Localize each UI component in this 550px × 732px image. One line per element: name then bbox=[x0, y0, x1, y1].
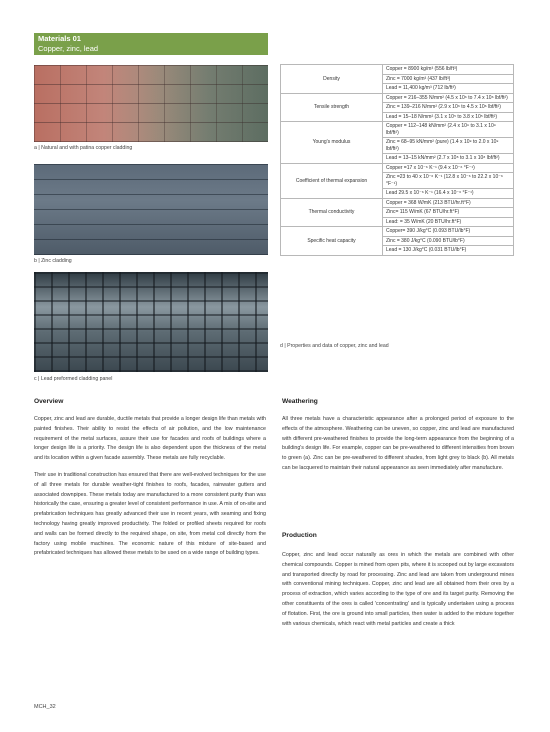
overview-heading: Overview bbox=[34, 398, 64, 405]
property-value: Lead = 130 J/kg°C (0.031 BTU/lb°F) bbox=[383, 246, 514, 256]
property-value: Lead: = 35 W/mK (20 BTU/hr.ft°F) bbox=[383, 217, 514, 227]
overview-paragraph: Copper, zinc and lead are durable, ductile metals that provide a longer design life than metals with painted finishes. Their ability to resist the effects of air pollution, and the low maintenance requirement of the metal surfaces, assure their use for facades and roofs of buildings where a longer design life is a priority. The design life is also dependent upon the thickness of the metal and its location within a given facade assembly. These metals are fully recyclable. bbox=[34, 416, 266, 462]
overview-body bbox=[34, 415, 266, 566]
properties-table bbox=[280, 64, 514, 256]
figure-caption-c: c | Lead preformed cladding panel bbox=[34, 376, 113, 382]
property-row bbox=[281, 122, 514, 138]
property-value: Zinc =23 to 40 x 10⁻⁶ K⁻¹ (12.8 x 10⁻⁶ to 22.2 x 10⁻⁶ °F⁻¹) bbox=[383, 173, 514, 189]
property-label: Thermal conductivity bbox=[281, 198, 383, 227]
property-value: Copper =17 x 10⁻⁶ K⁻¹ (9.4 x 10⁻⁶ °F⁻¹) bbox=[383, 163, 514, 173]
property-row bbox=[281, 227, 514, 237]
property-value: Lead = 15–18 N/mm² (3.1 x 10⁵ to 3.8 x 10⁵ lbf/ft²) bbox=[383, 112, 514, 122]
property-value: Copper = 216–355 N/mm² (4.5 x 10⁶ to 7.4 x 10⁶ lbf/ft²) bbox=[383, 93, 514, 103]
page-number: MCH_32 bbox=[34, 704, 56, 710]
property-value: Copper = 8900 kg/m³ (556 lb/ft³) bbox=[383, 65, 514, 75]
property-value: Zinc = 139–216 N/mm² (2.9 x 10⁶ to 4.5 x 10⁶ lbf/ft²) bbox=[383, 103, 514, 113]
production-heading: Production bbox=[282, 532, 317, 539]
copper-cladding-photo bbox=[34, 65, 268, 142]
property-value: Zinc = 68–95 kN/mm² (pure) (1.4 x 10⁹ to 2.0 x 10⁹ lbf/ft²) bbox=[383, 138, 514, 154]
property-value: Copper = 368 W/mK (213 BTU/hr.ft°F) bbox=[383, 198, 514, 208]
zinc-cladding-photo bbox=[34, 164, 268, 255]
property-label: Coefficient of thermal expansion bbox=[281, 163, 383, 198]
property-label: Tensile strength bbox=[281, 93, 383, 122]
property-row bbox=[281, 198, 514, 208]
production-paragraph: Copper, zinc and lead occur naturally as ores in which the metals are combined with other chemical compounds. Copper is mined from open pits, where it is scooped out by large excavators and transported directly by road for processing. Zinc and lead are taken from underground mines with conventional mining techniques. Copper, zinc and lead are all obtained from their ores by a process of extraction, which varies according to the type of ore and its target purity. Removing the other constituents of the ores is called 'concentrating' and is typically undertaken using a process of flotation. First, the ore is ground into small particles, then water is added to the mixture together with various chemicals, which react with metal particles and create a thick bbox=[282, 552, 514, 627]
overview-paragraph: Their use in traditional construction has ensured that there are well-evolved techniques for the use of all three metals for durable weather-tight finishes to roofs, facades, rainwater gutters and associated downpipes. These metals today are manufactured to a more consistent purity than was historically the case, ensuring a greater level of consistent performance in use. A mix of on-site and prefabrication techniques has greatly advanced their use in recent years, with seaming and fixing technology having greatly improved productivity. The folded or profiled sheets required for roofs and walls can be formed directly to the required shape, on site, from metal coil directly from the factory using mobile machines. The economic nature of this mixture of site-based and prefabricated techniques has allowed these metals to be used on a wide range of building types. bbox=[34, 471, 266, 557]
lead-panel-photo bbox=[34, 272, 268, 372]
figure-caption-a: a | Natural and with patina copper cladding bbox=[34, 145, 133, 151]
property-row bbox=[281, 93, 514, 103]
section-title: Materials 01 bbox=[38, 34, 81, 43]
property-value: Lead 29.5 x 10⁻⁶ K⁻¹ (16.4 x 10⁻⁶ °F⁻¹) bbox=[383, 189, 514, 199]
property-label: Density bbox=[281, 65, 383, 94]
figure-caption-b: b | Zinc cladding bbox=[34, 258, 72, 264]
weathering-paragraph: All three metals have a characteristic appearance after a prolonged period of exposure to the effects of the atmosphere. Weathering can be uneven, so copper, zinc and lead are manufactured with different pre-weathered finishes to provide the long-term appearance from the beginning of a building's design life. For example, copper can be pre-weathered to different intensities from brown to green (a). Zinc can be pre-weathered to different shades, from light grey to black (b). All metals can be lacquered to maintain their natural appearance as seen immediately after manufacture. bbox=[282, 416, 514, 471]
property-label: Specific heat capacity bbox=[281, 227, 383, 256]
property-value: Copper = 112–148 kN/mm² (2.4 x 10⁹ to 3.1 x 10⁹ lbf/ft²) bbox=[383, 122, 514, 138]
figure-caption-d: d | Properties and data of copper, zinc and lead bbox=[280, 343, 389, 349]
property-value: Lead = 11,400 kg/m³ (712 lb/ft³) bbox=[383, 84, 514, 94]
property-value: Zinc = 380 J/kg°C (0.090 BTU/lb°F) bbox=[383, 236, 514, 246]
section-header bbox=[34, 33, 268, 55]
property-value: Zinc= 115 W/mK (67 BTU/hr.ft°F) bbox=[383, 208, 514, 218]
property-label: Young's modulus bbox=[281, 122, 383, 164]
weathering-heading: Weathering bbox=[282, 398, 318, 405]
property-value: Copper= 390 J/kg°C (0.093 BTU/lb°F) bbox=[383, 227, 514, 237]
weathering-body bbox=[282, 415, 514, 481]
section-subtitle: Copper, zinc, lead bbox=[38, 44, 99, 53]
property-row bbox=[281, 163, 514, 173]
property-row bbox=[281, 65, 514, 75]
property-value: Zinc = 7000 kg/m³ (437 lb/ft³) bbox=[383, 74, 514, 84]
property-value: Lead = 13–15 kN/mm² (2.7 x 10⁸ to 3.1 x 10⁸ lbf/ft²) bbox=[383, 154, 514, 164]
production-body bbox=[282, 551, 514, 636]
